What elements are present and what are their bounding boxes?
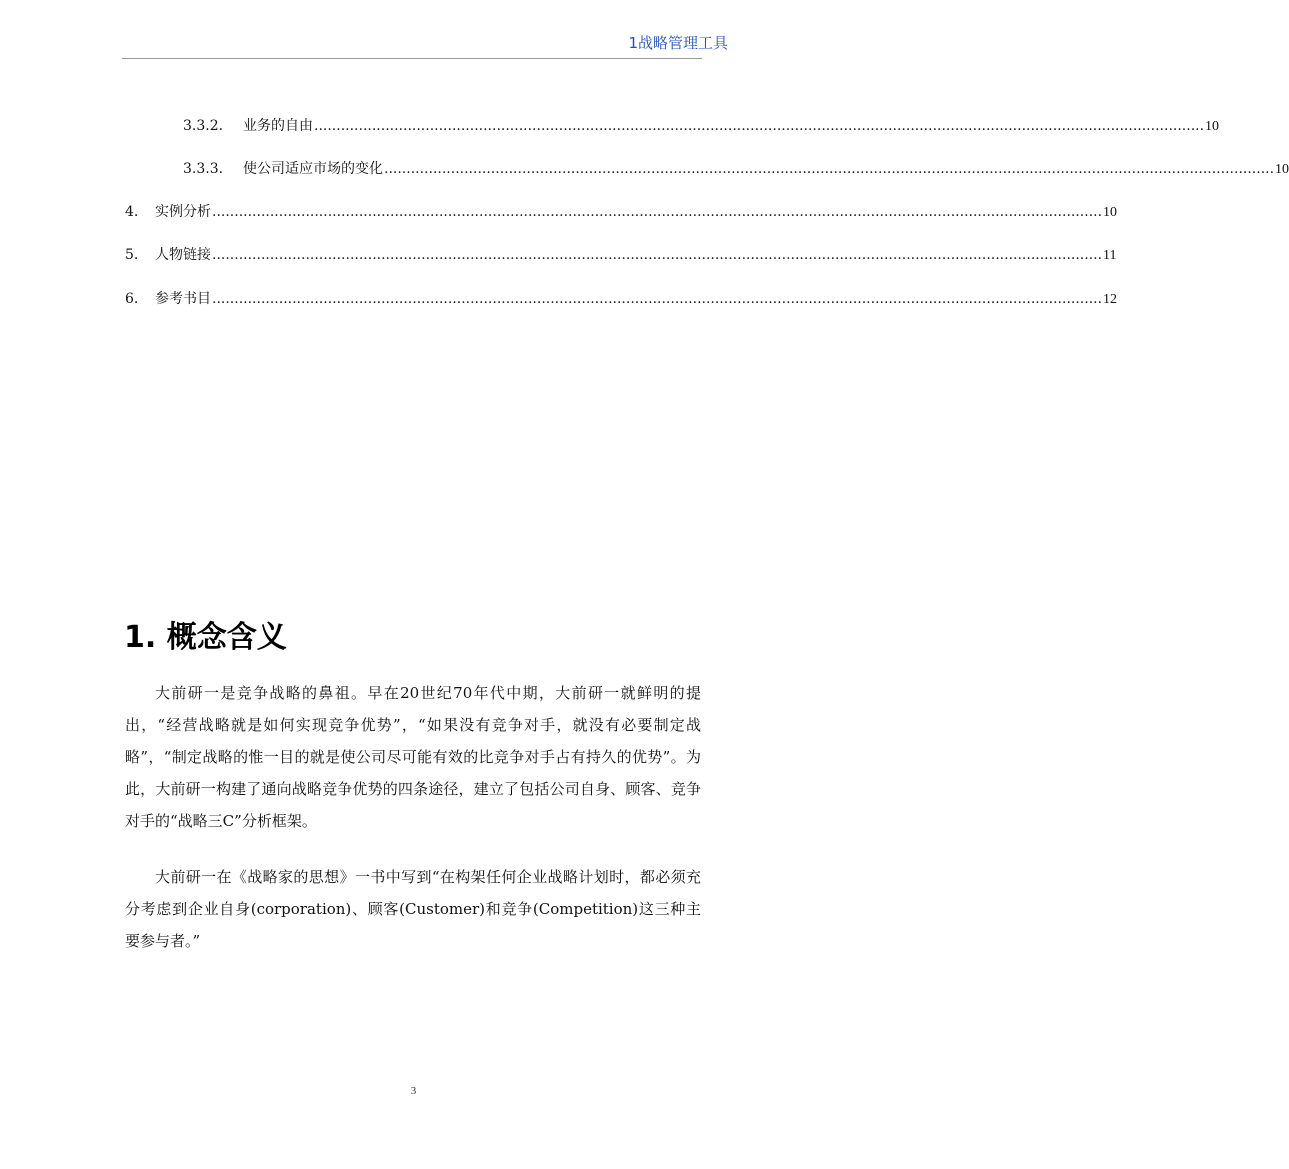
toc-entry[interactable] — [125, 244, 1117, 264]
toc-entry[interactable] — [125, 288, 1118, 308]
toc-entry-number: 5. — [125, 247, 139, 263]
toc-entry-label: 参考书目 — [155, 291, 211, 307]
toc-entry-number: 3.3.3. — [183, 161, 224, 177]
toc-leader-dots: ........................................................................................................................................................................................................ — [384, 161, 1275, 177]
toc-entry-page: 11 — [1103, 248, 1117, 263]
toc-entry-page: 12 — [1103, 292, 1118, 307]
page-number: 3 — [410, 1085, 417, 1097]
body-paragraph: 大前研一在《战略家的思想》一书中写到“在构架任何企业战略计划时，都必须充分考虑到企业自身(corporation)、顾客(Customer)和竞争(Competition)这三种主要参与者。” — [125, 868, 701, 950]
toc-entry-label: 业务的自由 — [243, 118, 313, 134]
toc-entry[interactable] — [183, 115, 1220, 135]
toc-leader-dots: ........................................................................................................................................................................................................ — [212, 291, 1103, 307]
toc-entry-number: 4. — [125, 204, 139, 220]
toc-entry[interactable] — [183, 158, 1289, 178]
toc-entry-number: 6. — [125, 291, 139, 307]
toc-entry-number: 3.3.2. — [183, 118, 224, 134]
toc-leader-dots: ........................................................................................................................................................................................................ — [314, 118, 1205, 134]
toc-entry-page: 10 — [1205, 119, 1220, 134]
toc-entry-label: 实例分析 — [155, 204, 211, 220]
toc-entry-label: 使公司适应市场的变化 — [243, 161, 383, 177]
toc-entry-page: 10 — [1275, 162, 1289, 177]
toc-entry[interactable] — [125, 201, 1118, 221]
section-heading: 1. 概念含义 — [124, 620, 287, 655]
toc-entry-page: 10 — [1103, 205, 1118, 220]
header-title: 1战略管理工具 — [628, 34, 728, 52]
toc-leader-dots: ........................................................................................................................................................................................................ — [212, 247, 1103, 263]
body-paragraph: 大前研一是竞争战略的鼻祖。早在20世纪70年代中期，大前研一就鲜明的提出，“经营战略就是如何实现竞争优势”，“如果没有竞争对手，就没有必要制定战略”，“制定战略的惟一目的就是使公司尽可能有效的比竞争对手占有持久的优势”。为此，大前研一构建了通向战略竞争优势的四条途径，建立了包括公司自身、顾客、竞争对手的“战略三C”分析框架。 — [125, 684, 701, 830]
toc-leader-dots: ........................................................................................................................................................................................................ — [212, 204, 1103, 220]
header-divider — [122, 58, 702, 59]
toc-entry-label: 人物链接 — [155, 247, 211, 263]
